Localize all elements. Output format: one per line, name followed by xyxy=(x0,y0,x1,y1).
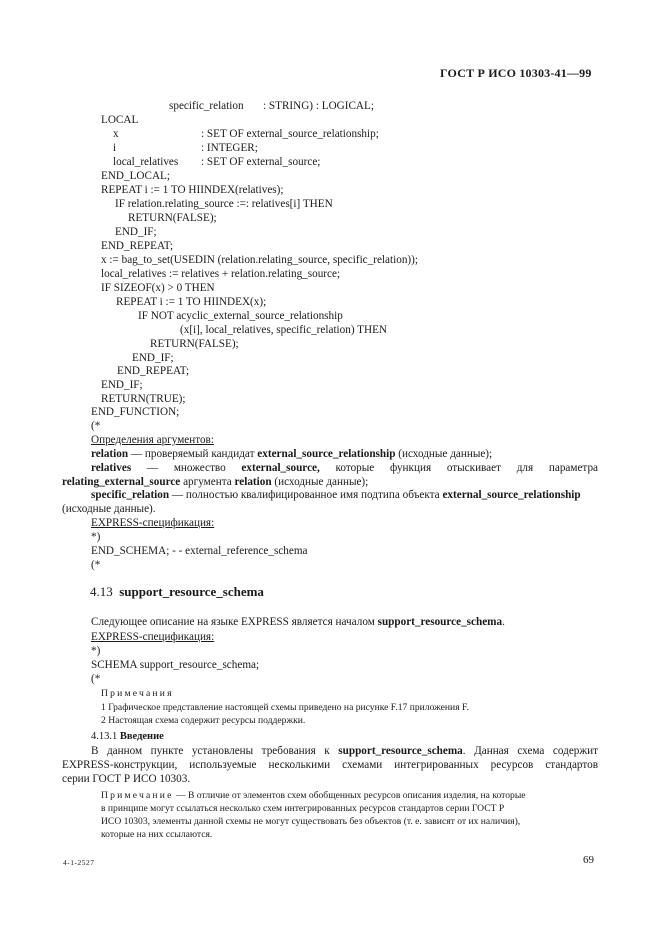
code-line: REPEAT i := 1 TO HIINDEX(x); xyxy=(116,296,267,308)
code-line: x := bag_to_set(USEDIN (relation.relating_source, specific_relation)); xyxy=(101,254,418,266)
comment-open: (* xyxy=(91,559,101,571)
code-line: END_IF; xyxy=(115,226,157,238)
code-line: RETURN(FALSE); xyxy=(150,338,239,350)
comment-close: *) xyxy=(91,531,101,543)
intro-paragraph: Следующее описание на языке EXPRESS является началом support_resource_schema. xyxy=(91,616,505,628)
code-line: : STRING) : LOGICAL; xyxy=(263,100,374,112)
code-line: END_REPEAT; xyxy=(117,365,190,377)
schema-line: SCHEMA support_resource_schema; xyxy=(91,659,260,671)
code-line: local_relatives xyxy=(113,156,179,168)
express-spec-label-2: EXPRESS-спецификация: xyxy=(91,631,215,643)
subsection-para-line-3: серии ГОСТ Р ИСО 10303. xyxy=(62,773,191,785)
page-number: 69 xyxy=(583,854,594,866)
code-line: IF SIZEOF(x) > 0 THEN xyxy=(101,282,215,294)
subsection-heading: 4.13.1 Введение xyxy=(91,731,164,742)
code-line: END_IF; xyxy=(101,379,143,391)
code-line: : INTEGER; xyxy=(201,142,258,154)
code-line: : SET OF external_source; xyxy=(201,156,321,168)
code-line: IF relation.relating_source :=: relatives[i] THEN xyxy=(115,198,333,210)
express-spec-label: EXPRESS-спецификация: xyxy=(91,517,215,529)
end-schema-line: END_SCHEMA; - - external_reference_schema xyxy=(91,545,308,557)
note-1: 1 Графическое представление настоящей схемы приведено на рисунке F.17 приложения F. xyxy=(101,702,469,713)
code-line: (* xyxy=(91,420,101,432)
arg-relatives: relatives — множество external_source, которые функция отыскивает для параметра xyxy=(91,462,599,474)
subsection-para-line-2: EXPRESS-конструкции, используемые несколькими схемами интегрированных ресурсов стандартов xyxy=(62,759,598,771)
code-line: RETURN(TRUE); xyxy=(101,393,186,405)
code-line: END_LOCAL; xyxy=(101,170,170,182)
arg-specific-relation-cont: (исходные данные). xyxy=(62,503,156,515)
notes-heading: Примечания xyxy=(101,688,174,699)
section-heading: 4.13 support_resource_schema xyxy=(90,584,264,599)
note-2: 2 Настоящая схема содержит ресурсы поддержки. xyxy=(101,715,306,726)
subsection-para-line-1: В данном пункте установлены требования к support_resource_schema. Данная схема содержит xyxy=(91,745,598,757)
note2-line-4: которые на них ссылаются. xyxy=(101,829,213,840)
code-line: END_FUNCTION; xyxy=(91,406,180,418)
code-line: END_IF; xyxy=(132,352,174,364)
code-line: specific_relation xyxy=(169,100,244,112)
comment-open-2: (* xyxy=(91,673,101,685)
code-line: i xyxy=(113,142,117,154)
code-line: x xyxy=(113,128,119,140)
note2-line-1: Примечание — В отличие от элементов схем обобщенных ресурсов описания изделия, на которые xyxy=(101,790,526,801)
code-line: IF NOT acyclic_external_source_relationship xyxy=(138,310,343,322)
page-header: ГОСТ Р ИСО 10303-41—99 xyxy=(440,66,592,80)
comment-close-2: *) xyxy=(91,645,101,657)
arg-relatives-cont: relating_external_source аргумента relation (исходные данные); xyxy=(62,476,369,488)
code-line: local_relatives := relatives + relation.relating_source; xyxy=(101,268,341,280)
code-line: (x[i], local_relatives, specific_relation) THEN xyxy=(180,324,387,336)
arg-relation: relation — проверяемый кандидат external_source_relationship (исходные данные); xyxy=(91,448,493,460)
code-line: RETURN(FALSE); xyxy=(128,212,217,224)
arg-specific-relation: specific_relation — полностью квалифицированное имя подтипа объекта external_source_relationship xyxy=(91,489,581,501)
note2-line-3: ИСО 10303, элементы данной схемы не могут существовать без объектов (т. е. зависят от их наличия), xyxy=(101,816,521,827)
note2-line-2: в принципе могут ссылаться несколько схем интегрированных ресурсов стандартов серии ГОСТ Р xyxy=(101,803,505,814)
code-line: : SET OF external_source_relationship; xyxy=(201,128,379,140)
args-heading: Определения аргументов: xyxy=(91,434,214,446)
code-line: END_REPEAT; xyxy=(101,240,174,252)
code-line: LOCAL xyxy=(101,114,139,126)
code-line: REPEAT i := 1 TO HIINDEX(relatives); xyxy=(101,184,284,196)
print-code: 4-1-2527 xyxy=(63,858,95,867)
